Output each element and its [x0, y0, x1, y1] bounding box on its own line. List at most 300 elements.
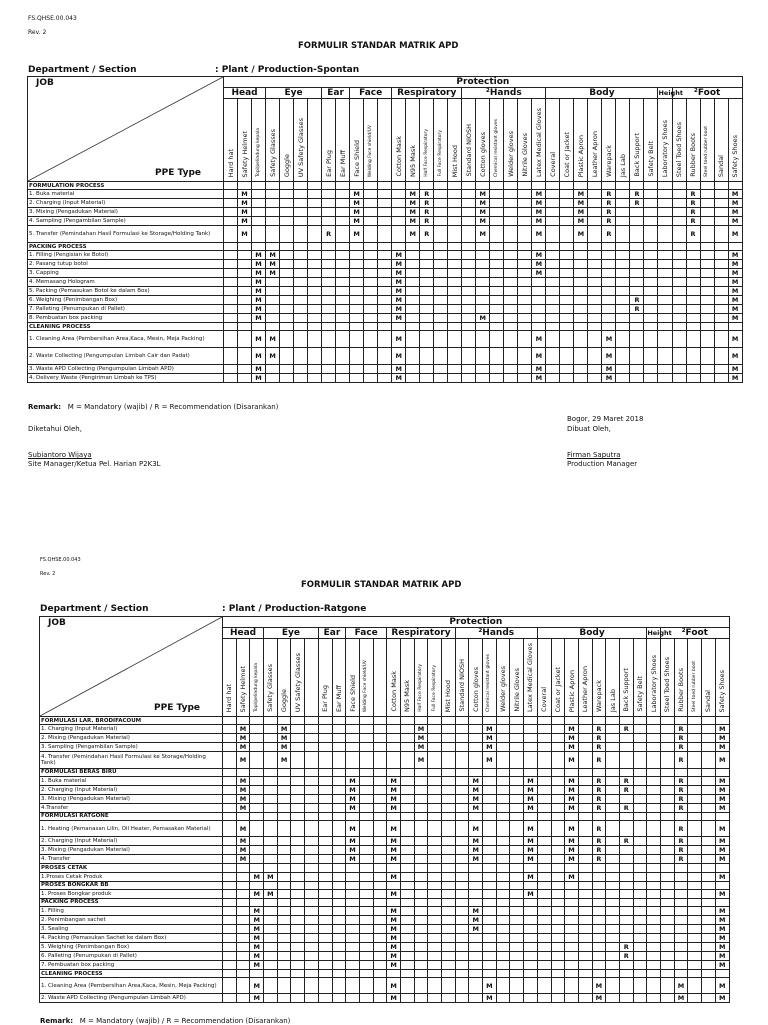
empty-cell [537, 812, 551, 820]
empty-cell [688, 915, 702, 924]
empty-cell [373, 978, 387, 994]
empty-cell [428, 752, 442, 768]
empty-cell [633, 717, 647, 725]
job-label: 2. Charging (Input Material) [28, 199, 224, 208]
empty-cell [332, 960, 346, 969]
group-header-head: Head [223, 628, 264, 639]
empty-cell [633, 734, 647, 743]
column-header-26 [588, 99, 602, 182]
empty-cell [616, 217, 630, 226]
recommended-mark: R [420, 199, 434, 208]
empty-cell [560, 217, 574, 226]
empty-cell [455, 942, 469, 951]
job-row [40, 978, 730, 994]
empty-cell [280, 190, 294, 199]
mandatory-mark: M [252, 278, 266, 287]
empty-cell [318, 924, 332, 933]
empty-cell [387, 734, 401, 743]
empty-cell [414, 812, 428, 820]
empty-cell [359, 752, 373, 768]
empty-cell [332, 717, 346, 725]
empty-cell [277, 898, 291, 906]
mandatory-mark: M [565, 820, 579, 836]
empty-cell [560, 251, 574, 260]
empty-cell [406, 269, 420, 278]
empty-cell [392, 217, 406, 226]
empty-cell [406, 251, 420, 260]
empty-cell [469, 942, 483, 951]
empty-cell [332, 794, 346, 803]
empty-cell [250, 752, 264, 768]
mandatory-mark: M [250, 960, 264, 969]
empty-cell [688, 906, 702, 915]
empty-cell [346, 717, 360, 725]
empty-cell [483, 960, 497, 969]
empty-cell [455, 743, 469, 752]
empty-cell [616, 331, 630, 348]
empty-cell [236, 933, 250, 942]
empty-cell [592, 864, 606, 872]
empty-cell [442, 915, 456, 924]
mandatory-mark: M [469, 924, 483, 933]
empty-cell [661, 820, 675, 836]
empty-cell [414, 994, 428, 1003]
empty-cell [714, 305, 728, 314]
column-label: Steel Toed Shoes [663, 656, 672, 712]
mandatory-mark: M [387, 846, 401, 855]
empty-cell [224, 364, 238, 373]
empty-cell [350, 260, 364, 269]
empty-cell [236, 881, 250, 889]
empty-cell [236, 889, 250, 898]
empty-cell [496, 803, 510, 812]
empty-cell [537, 820, 551, 836]
empty-cell [364, 217, 378, 226]
column-header-35 [714, 99, 728, 182]
mandatory-mark: M [387, 855, 401, 864]
mandatory-mark: M [236, 820, 250, 836]
empty-cell [291, 881, 305, 889]
empty-cell [308, 331, 322, 348]
column-header-31 [658, 99, 672, 182]
empty-cell [332, 864, 346, 872]
group-header-foot: ²Foot [672, 88, 742, 99]
column-header-1 [236, 639, 250, 717]
empty-cell [332, 951, 346, 960]
group-header-hands: ²Hands [462, 88, 546, 99]
empty-cell [524, 864, 538, 872]
empty-cell [224, 348, 238, 365]
empty-cell [702, 725, 716, 734]
empty-cell [387, 717, 401, 725]
job-row [28, 190, 743, 199]
empty-cell [616, 373, 630, 382]
empty-cell [674, 924, 688, 933]
empty-cell [462, 323, 476, 331]
column-header-25 [565, 639, 579, 717]
empty-cell [702, 942, 716, 951]
mandatory-mark: M [346, 820, 360, 836]
empty-cell [224, 331, 238, 348]
empty-cell [560, 208, 574, 217]
empty-cell [373, 776, 387, 785]
column-label: Sandal [704, 689, 713, 712]
empty-cell [280, 217, 294, 226]
empty-cell [630, 226, 644, 243]
empty-cell [537, 994, 551, 1003]
mandatory-mark: M [266, 260, 280, 269]
empty-cell [476, 242, 490, 250]
empty-cell [414, 898, 428, 906]
empty-cell [414, 951, 428, 960]
job-row [28, 217, 743, 226]
empty-cell [661, 915, 675, 924]
section-label: FORMULASI LAR. BRODIFACOUM [40, 717, 223, 725]
empty-cell [619, 872, 633, 881]
empty-cell [236, 812, 250, 820]
column-label: Safety Helmet [240, 130, 249, 177]
mandatory-mark: M [387, 994, 401, 1003]
empty-cell [428, 960, 442, 969]
empty-cell [504, 217, 518, 226]
empty-cell [546, 217, 560, 226]
mandatory-mark: M [350, 190, 364, 199]
empty-cell [496, 915, 510, 924]
empty-cell [688, 734, 702, 743]
empty-cell [672, 314, 686, 323]
recommended-mark: R [602, 208, 616, 217]
recommended-mark: R [619, 942, 633, 951]
empty-cell [428, 915, 442, 924]
empty-cell [264, 734, 278, 743]
empty-cell [688, 837, 702, 846]
job-row [28, 331, 743, 348]
empty-cell [537, 837, 551, 846]
empty-cell [455, 915, 469, 924]
empty-cell [308, 287, 322, 296]
empty-cell [702, 951, 716, 960]
column-header-36 [715, 639, 729, 717]
column-header-24 [560, 99, 574, 182]
empty-cell [266, 296, 280, 305]
column-header-5 [291, 639, 305, 717]
empty-cell [224, 314, 238, 323]
column-label: Half Face Respiratory [423, 129, 429, 177]
empty-cell [318, 898, 332, 906]
empty-cell [551, 960, 565, 969]
empty-cell [442, 864, 456, 872]
empty-cell [434, 323, 448, 331]
empty-cell [364, 323, 378, 331]
empty-cell [700, 190, 714, 199]
empty-cell [280, 269, 294, 278]
empty-cell [420, 251, 434, 260]
empty-cell [602, 305, 616, 314]
mandatory-mark: M [406, 226, 420, 243]
column-header-28 [606, 639, 620, 717]
empty-cell [236, 768, 250, 776]
empty-cell [574, 269, 588, 278]
empty-cell [318, 864, 332, 872]
empty-cell [428, 906, 442, 915]
empty-cell [469, 725, 483, 734]
empty-cell [496, 837, 510, 846]
empty-cell [469, 978, 483, 994]
recommended-mark: R [674, 855, 688, 864]
empty-cell [578, 915, 592, 924]
empty-cell [616, 226, 630, 243]
empty-cell [469, 969, 483, 977]
empty-cell [490, 242, 504, 250]
mandatory-mark: M [469, 846, 483, 855]
empty-cell [496, 933, 510, 942]
empty-cell [616, 364, 630, 373]
empty-cell [264, 794, 278, 803]
mandatory-mark: M [565, 734, 579, 743]
empty-cell [483, 794, 497, 803]
column-header-22 [524, 639, 538, 717]
job-label: 1. Proses Bongkar produk [40, 889, 223, 898]
mandatory-mark: M [387, 942, 401, 951]
empty-cell [661, 752, 675, 768]
column-label: Jas Lab [608, 688, 617, 712]
empty-cell [644, 242, 658, 250]
recommended-mark: R [674, 803, 688, 812]
empty-cell [496, 717, 510, 725]
mandatory-mark: M [392, 348, 406, 365]
column-header-23 [537, 639, 551, 717]
empty-cell [318, 743, 332, 752]
empty-cell [414, 872, 428, 881]
job-label: 1. Buka material [28, 190, 224, 199]
empty-cell [442, 898, 456, 906]
column-header-17 [455, 639, 469, 717]
empty-cell [428, 864, 442, 872]
empty-cell [308, 373, 322, 382]
empty-cell [619, 717, 633, 725]
empty-cell [428, 978, 442, 994]
empty-cell [496, 725, 510, 734]
empty-cell [428, 846, 442, 855]
empty-cell [400, 812, 414, 820]
empty-cell [428, 812, 442, 820]
mandatory-mark: M [602, 348, 616, 365]
empty-cell [619, 846, 633, 855]
empty-cell [305, 812, 319, 820]
empty-cell [332, 906, 346, 915]
empty-cell [702, 837, 716, 846]
mandatory-mark: M [406, 208, 420, 217]
empty-cell [686, 242, 700, 250]
empty-cell [588, 182, 602, 190]
empty-cell [688, 924, 702, 933]
empty-cell [428, 969, 442, 977]
job-label: 1. Charging (Input Material) [40, 725, 223, 734]
mandatory-mark: M [715, 855, 729, 864]
group-header-foot: ²Foot [661, 628, 730, 639]
job-label: 3. Sampling (Pengambilan Sample) [40, 743, 223, 752]
empty-cell [414, 942, 428, 951]
empty-cell [223, 978, 237, 994]
empty-cell [686, 305, 700, 314]
empty-cell [294, 199, 308, 208]
empty-cell [647, 725, 661, 734]
empty-cell [688, 776, 702, 785]
empty-cell [350, 251, 364, 260]
column-label: Safety Shoes [731, 134, 740, 177]
empty-cell [332, 734, 346, 743]
empty-cell [420, 269, 434, 278]
empty-cell [661, 812, 675, 820]
doc1-signatory-2-name: Firman Saputra [567, 451, 621, 459]
empty-cell [264, 803, 278, 812]
empty-cell [400, 717, 414, 725]
job-label: 4. Transfer (Pemindahan Hasil Formulasi ke Storage/Holding Tank) [40, 752, 223, 768]
empty-cell [400, 768, 414, 776]
column-label: Nitrile Gloves [512, 668, 521, 712]
empty-cell [223, 820, 237, 836]
column-label: Nitrile Gloves [520, 133, 529, 177]
empty-cell [672, 287, 686, 296]
empty-cell [606, 794, 620, 803]
mandatory-mark: M [728, 305, 742, 314]
mandatory-mark: M [565, 725, 579, 734]
empty-cell [686, 269, 700, 278]
empty-cell [688, 969, 702, 977]
mandatory-mark: M [728, 278, 742, 287]
empty-cell [672, 323, 686, 331]
empty-cell [238, 314, 252, 323]
empty-cell [359, 951, 373, 960]
empty-cell [537, 960, 551, 969]
job-label: 4. Delivery Waste (Pengiriman Limbah ke TPS) [28, 373, 224, 382]
empty-cell [644, 251, 658, 260]
empty-cell [266, 314, 280, 323]
column-label: Steel toed rubber boot [691, 660, 697, 712]
empty-cell [455, 881, 469, 889]
column-label: Coat or Jacket [553, 666, 562, 712]
empty-cell [264, 864, 278, 872]
empty-cell [434, 190, 448, 199]
empty-cell [518, 348, 532, 365]
mandatory-mark: M [469, 837, 483, 846]
empty-cell [578, 951, 592, 960]
doc1-form-code: FS.QHSE.00.043 [28, 15, 77, 22]
column-header-24 [551, 639, 565, 717]
empty-cell [560, 242, 574, 250]
empty-cell [332, 994, 346, 1003]
column-label: Rubber Boots [689, 133, 698, 177]
empty-cell [442, 933, 456, 942]
mandatory-mark: M [387, 837, 401, 846]
empty-cell [236, 915, 250, 924]
empty-cell [688, 933, 702, 942]
doc1-signatory-2-role: Production Manager [567, 460, 638, 468]
empty-cell [387, 752, 401, 768]
header-diagonal-line [40, 617, 222, 716]
empty-cell [560, 323, 574, 331]
empty-cell [490, 190, 504, 199]
empty-cell [490, 348, 504, 365]
empty-cell [264, 837, 278, 846]
column-header-0 [224, 99, 238, 182]
empty-cell [305, 846, 319, 855]
empty-cell [524, 951, 538, 960]
empty-cell [546, 251, 560, 260]
empty-cell [510, 820, 524, 836]
mandatory-mark: M [715, 994, 729, 1003]
empty-cell [364, 260, 378, 269]
empty-cell [373, 889, 387, 898]
empty-cell [373, 812, 387, 820]
empty-cell [364, 305, 378, 314]
empty-cell [373, 994, 387, 1003]
empty-cell [392, 242, 406, 250]
empty-cell [483, 855, 497, 864]
empty-cell [305, 951, 319, 960]
empty-cell [400, 776, 414, 785]
empty-cell [322, 323, 336, 331]
empty-cell [504, 260, 518, 269]
empty-cell [305, 942, 319, 951]
empty-cell [686, 278, 700, 287]
mandatory-mark: M [715, 846, 729, 855]
empty-cell [448, 182, 462, 190]
empty-cell [336, 314, 350, 323]
empty-cell [294, 182, 308, 190]
empty-cell [350, 269, 364, 278]
column-label: Back Support [632, 133, 641, 177]
empty-cell [400, 846, 414, 855]
doc2-dept-value: : Plant / Production-Ratgone [222, 604, 367, 614]
empty-cell [428, 785, 442, 794]
recommended-mark: R [592, 846, 606, 855]
empty-cell [455, 906, 469, 915]
empty-cell [322, 331, 336, 348]
empty-cell [236, 717, 250, 725]
empty-cell [490, 373, 504, 382]
empty-cell [700, 364, 714, 373]
empty-cell [702, 864, 716, 872]
empty-cell [688, 864, 702, 872]
empty-cell [630, 287, 644, 296]
column-header-18 [469, 639, 483, 717]
recommended-mark: R [592, 855, 606, 864]
empty-cell [305, 725, 319, 734]
empty-cell [364, 226, 378, 243]
column-label: Safety Glasses [266, 664, 275, 712]
empty-cell [223, 933, 237, 942]
empty-cell [560, 269, 574, 278]
empty-cell [332, 924, 346, 933]
empty-cell [714, 260, 728, 269]
column-header-36 [728, 99, 742, 182]
empty-cell [420, 331, 434, 348]
empty-cell [633, 898, 647, 906]
empty-cell [496, 898, 510, 906]
column-header-20 [496, 639, 510, 717]
empty-cell [496, 951, 510, 960]
empty-cell [264, 915, 278, 924]
empty-cell [252, 208, 266, 217]
empty-cell [250, 734, 264, 743]
empty-cell [647, 743, 661, 752]
empty-cell [644, 199, 658, 208]
empty-cell [504, 251, 518, 260]
mandatory-mark: M [350, 226, 364, 243]
empty-cell [496, 734, 510, 743]
empty-cell [476, 348, 490, 365]
